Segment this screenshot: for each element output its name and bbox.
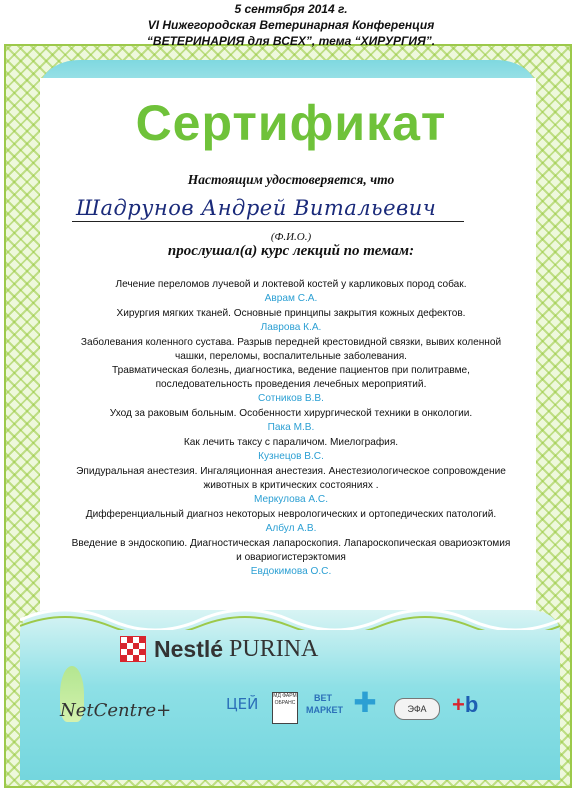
nv-logo (452, 692, 478, 718)
lecture-item (70, 407, 512, 435)
lecture-author: Евдокимова О.С. (250, 566, 332, 577)
vetmarket-logo: ВЕТ МАРКЕТ (306, 693, 343, 715)
lecture-author: Сотников В.В. (258, 393, 324, 404)
lecture-topic: Дифференциальный диагноз некоторых неврологических и ортопедических патологий. (85, 509, 497, 520)
event-date: 5 сентября 2014 г. (234, 2, 348, 16)
lecture-author: Лаврова К.А. (260, 322, 322, 333)
lecture-item (70, 278, 512, 306)
lecture-author: Меркулова А.С. (253, 494, 329, 505)
lecture-topic: Как лечить таксу с параличом. Миелография. (183, 437, 399, 448)
nestle-wordmark: Nestlé (154, 635, 224, 662)
lecture-item (70, 508, 512, 536)
pharm-logo: МД ФАРМ ОБРАНС (272, 692, 298, 724)
lecture-item (70, 537, 512, 579)
recipient-name: Шадрунов Андрей Витальевич (72, 196, 464, 222)
efa-logo: ЭФА (394, 698, 440, 720)
lecture-topic: Травматическая болезнь, диагностика, ведение пациентов при политравме, последовательность проведения лечебных мероприятий. (112, 365, 470, 390)
name-caption: (Ф.И.О.) (270, 231, 312, 243)
lecture-item (70, 336, 512, 364)
wave-ornament (20, 600, 560, 630)
ceii-logo: ЦЕЙ (226, 695, 259, 713)
certificate-intro: Настоящим удостоверяется, что (187, 172, 395, 187)
lecture-topic: Введение в эндоскопию. Диагностическая лапароскопия. Лапароскопическая овариоэктомия и овариогистерэктомия (71, 538, 511, 563)
lecture-topic: Хирургия мягких тканей. Основные принципы закрытия кожных дефектов. (116, 308, 466, 319)
conference-name: VI Нижегородская Ветеринарная Конференция (147, 18, 435, 32)
lecture-author: Кузнецов В.С. (258, 451, 324, 462)
lecture-item (70, 436, 512, 464)
lecture-topic: Заболевания коленного сустава. Разрыв передней крестовидной связки, вывих коленной чашки, переломы, воспалительные заболевания. (80, 337, 502, 362)
nv-plus-mark: + (452, 692, 465, 717)
nestle-purina-logo (120, 634, 318, 664)
lecture-author: Пака М.В. (267, 422, 315, 433)
nv-letter-mark: b (464, 692, 479, 717)
certificate-title: Сертификат (135, 95, 447, 151)
lecture-author: Аврам С.А. (264, 293, 318, 304)
conference-topic: “ВЕТЕРИНАРИЯ для ВСЕХ”, тема “ХИРУРГИЯ”. (146, 34, 436, 48)
lecture-author: Албул А.В. (265, 523, 317, 534)
lecture-item (70, 465, 512, 507)
lecture-item (70, 307, 512, 335)
lecture-list (70, 278, 512, 580)
purina-checkerboard-icon (120, 636, 146, 662)
purina-wordmark: PURINA (229, 635, 319, 662)
lecture-topic: Лечение переломов лучевой и локтевой костей у карликовых пород собак. (115, 279, 467, 290)
lecture-topic: Эпидуральная анестезия. Ингаляционная анестезия. Анестезиологическое сопровождение животных в критических состояниях . (76, 466, 506, 491)
courses-heading: прослушал(а) курс лекций по темам: (167, 243, 415, 259)
lecture-item (70, 364, 512, 406)
netcentre-logo: NetCentre+ (60, 700, 172, 721)
vet-cross-icon: ✚ (353, 687, 377, 718)
lecture-topic: Уход за раковым больным. Особенности хирургической техники в онкологии. (109, 408, 473, 419)
